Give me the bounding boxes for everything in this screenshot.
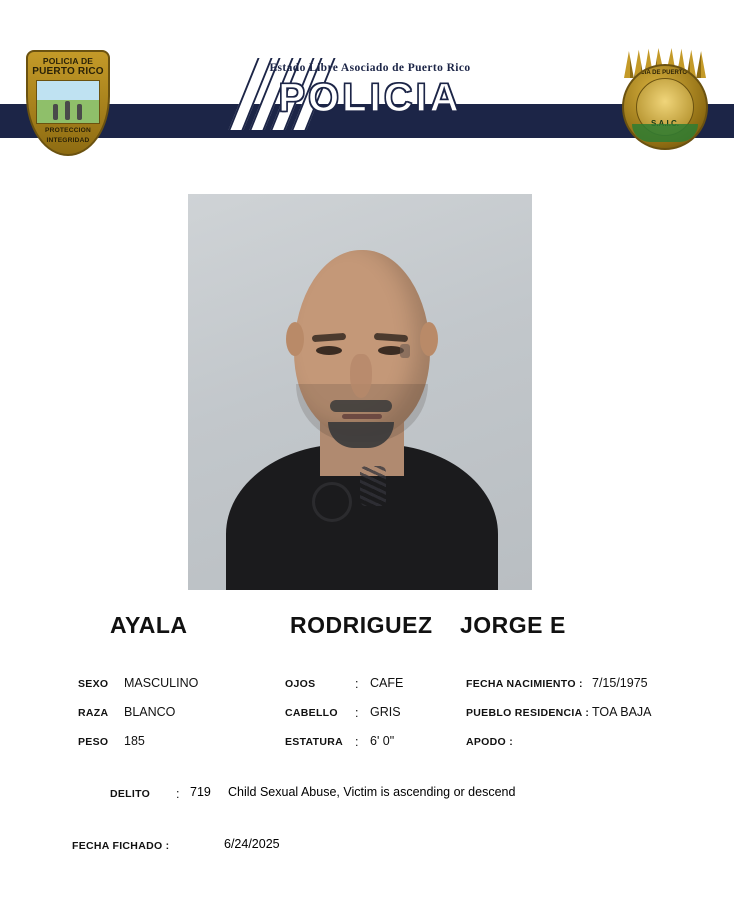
- cabello-separator: :: [355, 706, 359, 720]
- shield-emblem-scene: [36, 80, 100, 124]
- shield-motto-2: INTEGRIDAD: [46, 137, 90, 145]
- photo-ear-left: [286, 322, 304, 356]
- apodo-label: APODO :: [466, 736, 514, 748]
- photo-mustache: [330, 400, 392, 412]
- shield-figure-icon: [53, 104, 58, 120]
- photo-tattoo-circle: [312, 482, 352, 522]
- photo-mouth: [342, 414, 382, 419]
- details-row-1: [0, 672, 734, 701]
- estado-libre-line: Estado Libre Asociado de Puerto Rico: [269, 62, 471, 74]
- fecha-nacimiento-label: FECHA NACIMIENTO :: [466, 678, 583, 690]
- ojos-label: OJOS: [285, 678, 316, 690]
- fecha-fichado-row: [0, 834, 734, 860]
- delito-label: DELITO: [110, 788, 151, 800]
- shield-line-2: PUERTO RICO: [32, 66, 104, 77]
- sexo-label: SEXO: [78, 678, 109, 690]
- shield-figure-icon: [77, 104, 82, 120]
- last-name-1: AYALA: [110, 612, 188, 638]
- photo-eye-left: [316, 346, 342, 355]
- delito-separator: :: [176, 787, 180, 801]
- pueblo-residencia-value: TOA BAJA: [592, 705, 652, 719]
- cabello-label: CABELLO: [285, 707, 338, 719]
- policia-wordmark: POLICIA: [278, 76, 462, 120]
- subject-details-grid: [0, 672, 734, 759]
- raza-value: BLANCO: [124, 705, 176, 719]
- shield-motto-1: PROTECCION: [45, 127, 91, 134]
- ojos-separator: :: [355, 677, 359, 691]
- delito-description: Child Sexual Abuse, Victim is ascending or descend: [228, 785, 516, 799]
- badge-green-band: [632, 124, 698, 142]
- photo-ear-right: [420, 322, 438, 356]
- shield-line-1: POLICIA DE: [42, 56, 94, 66]
- estatura-label: ESTATURA: [285, 736, 344, 748]
- details-row-3: [0, 730, 734, 759]
- delito-code: 719: [190, 785, 211, 799]
- raza-label: RAZA: [78, 707, 109, 719]
- delito-row: [0, 782, 734, 808]
- subject-name-row: [110, 612, 630, 639]
- shield-shape: [26, 50, 110, 156]
- pueblo-residencia-label: PUEBLO RESIDENCIA :: [466, 707, 590, 719]
- fecha-fichado-value: 6/24/2025: [224, 837, 280, 851]
- mugshot-photo: [188, 194, 532, 590]
- police-shield-badge: [26, 50, 110, 156]
- estatura-value: 6' 0": [370, 734, 395, 748]
- last-name-2: RODRIGUEZ: [290, 612, 433, 638]
- photo-nose: [350, 354, 372, 398]
- peso-value: 185: [124, 734, 145, 748]
- badge-ring-text: POLICIA DE PUERTO RICO: [626, 70, 704, 76]
- estatura-separator: :: [355, 735, 359, 749]
- peso-label: PESO: [78, 736, 109, 748]
- photo-tattoo-lines: [360, 466, 386, 506]
- policia-wordmark-wrap: [278, 76, 461, 120]
- middle-initial: E: [550, 612, 566, 638]
- fecha-nacimiento-value: 7/15/1975: [592, 676, 648, 690]
- first-name: JORGE: [460, 612, 544, 638]
- sexo-value: MASCULINO: [124, 676, 199, 690]
- shield-figure-icon: [65, 101, 70, 120]
- mugshot-container: [188, 194, 532, 590]
- cabello-value: GRIS: [370, 705, 401, 719]
- ojos-value: CAFE: [370, 676, 404, 690]
- document-header: [0, 0, 734, 160]
- photo-face-mark: [400, 344, 410, 358]
- badge-disc: [622, 64, 708, 150]
- details-row-2: [0, 701, 734, 730]
- saic-badge: [618, 48, 712, 154]
- header-title-block: [180, 62, 560, 120]
- fecha-fichado-label: FECHA FICHADO :: [72, 840, 170, 852]
